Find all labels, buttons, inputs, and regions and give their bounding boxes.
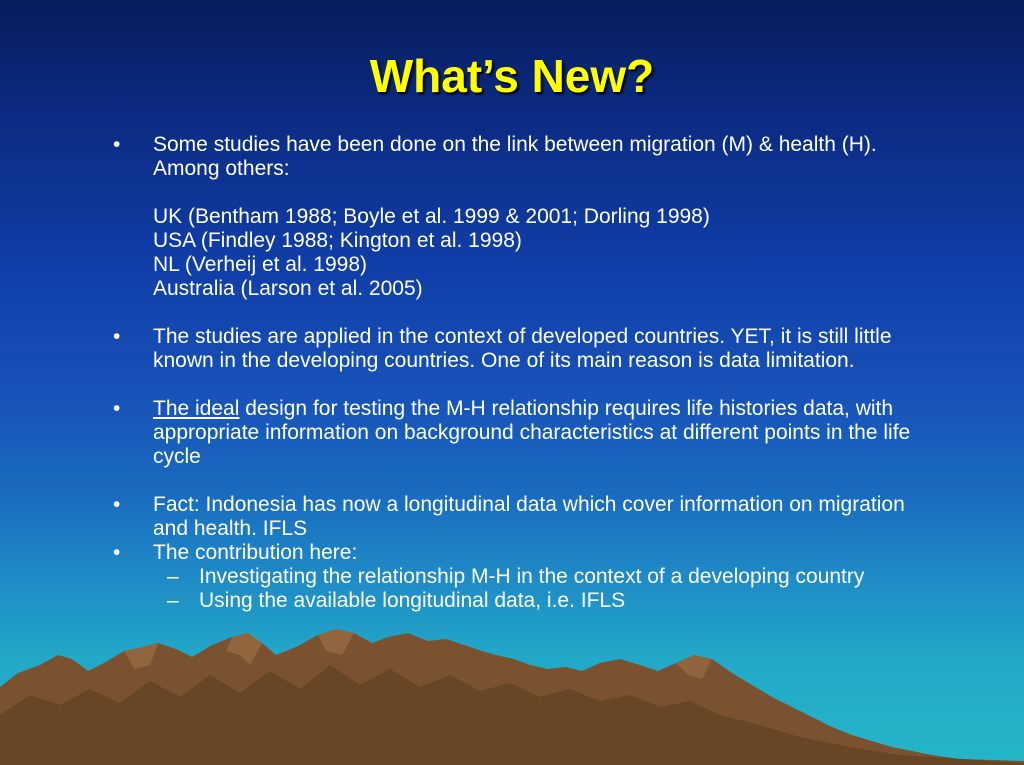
bullet-item (113, 541, 943, 565)
reference-line: USA (Findley 1988; Kington et al. 1998) (153, 229, 522, 252)
bullet-text: Fact: Indonesia has now a longitudinal data which cover information on migration and health. IFLS (153, 493, 905, 540)
sub-bullet-text: Investigating the relationship M-H in the context of a developing country (199, 565, 865, 588)
reference-line: UK (Bentham 1988; Boyle et al. 1999 & 2001; Dorling 1998) (153, 205, 710, 228)
reference-line: Australia (Larson et al. 2005) (153, 277, 423, 300)
bullet-item (113, 325, 943, 373)
slide-title: What’s New? (369, 50, 655, 102)
reference-list (153, 205, 943, 301)
bullet-text: The studies are applied in the context of developed countries. YET, it is still little known in the developing countries. One of its main reason is data limitation. (153, 325, 892, 372)
bullet-marker: • (113, 493, 121, 516)
bullet-text (153, 397, 943, 469)
bullet-marker: • (113, 133, 121, 156)
bullet-marker: • (113, 397, 121, 420)
bullet-item (113, 397, 943, 469)
underlined-phrase: The ideal (153, 397, 240, 420)
bullet-text: Some studies have been done on the link between migration (M) & health (H). Among others: (153, 133, 877, 180)
dash-marker: – (167, 589, 179, 612)
bullet-marker: • (113, 541, 121, 564)
bullet-list (113, 133, 943, 613)
bullet-item (113, 133, 943, 301)
sub-bullet-item (113, 565, 943, 589)
dash-marker: – (167, 565, 179, 588)
bullet-marker: • (113, 325, 121, 348)
mountain-range-illustration (0, 625, 1024, 765)
bullet-text-rest: design for testing the M-H relationship requires life histories data, with appropriate information on background characteristics at different points in the life cycle (153, 397, 911, 468)
reference-line: NL (Verheij et al. 1998) (153, 253, 368, 276)
bullet-text: The contribution here: (153, 541, 358, 564)
bullet-item (113, 493, 943, 541)
sub-bullet-item (113, 589, 943, 613)
sub-bullet-text: Using the available longitudinal data, i.e. IFLS (199, 589, 626, 612)
